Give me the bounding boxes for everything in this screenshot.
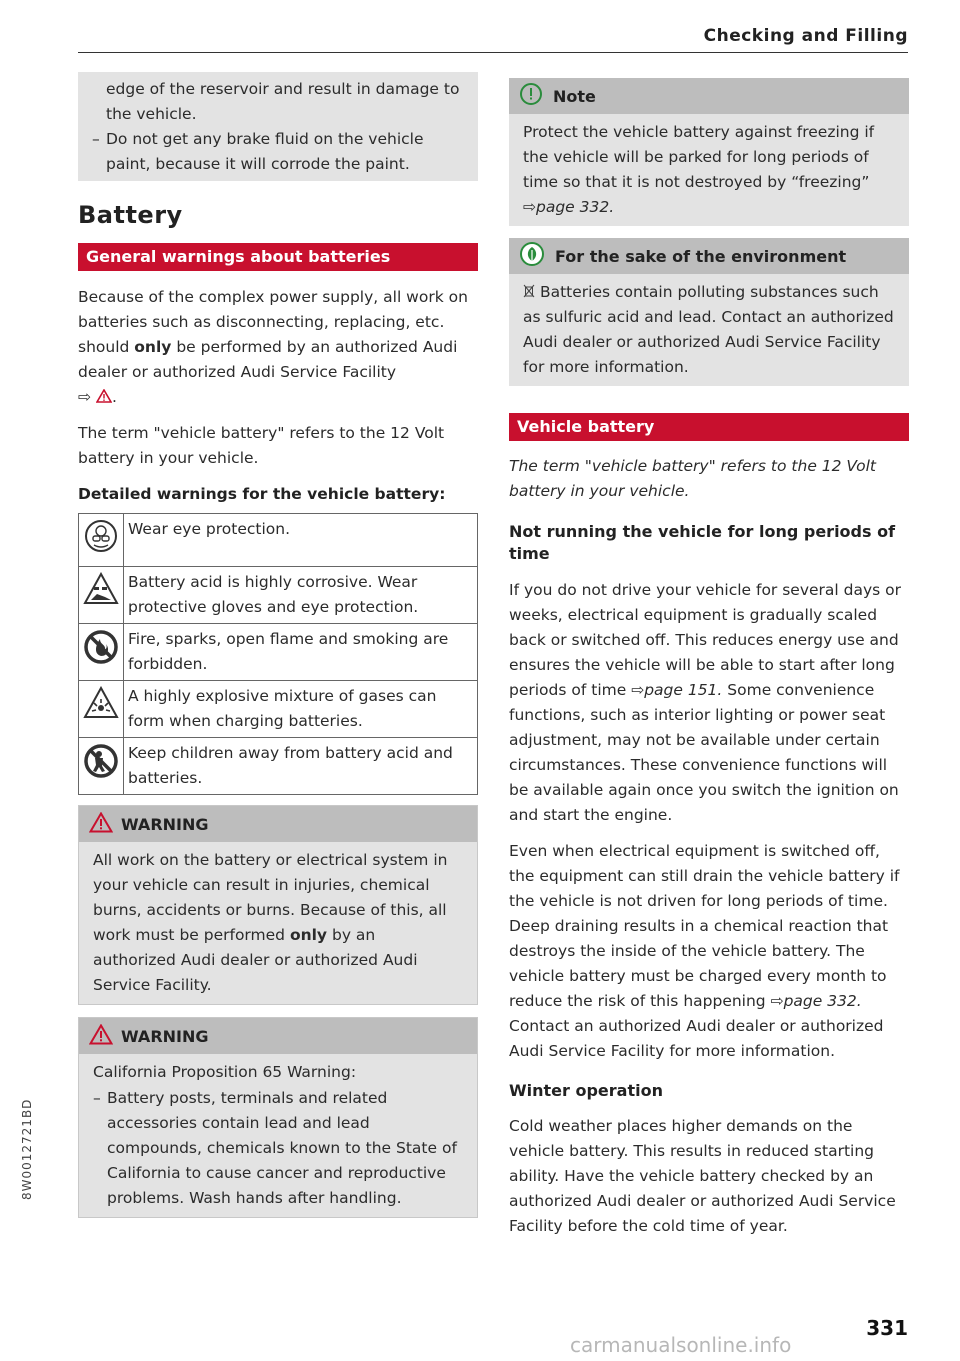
winter-heading: Winter operation [509,1081,663,1100]
vehicle-battery-bar: Vehicle battery [509,413,909,441]
table-cell: Keep children away from battery acid and batteries. [124,738,478,795]
paragraph: If you do not drive your vehicle for several days or weeks, electrical equipment is gradually scaled back or switched off. This reduces energy use and ensures the vehicle will be able to start after long periods of time ⇨page 151. Some convenience functions, such as interior lighting or power seat adjustment, may not be available under certain circumstances. These convenience functions will be available again once you switch the ignition on and start the engine. [509,581,902,824]
recycle-bin-icon [523,283,535,301]
warning-symbols-table [78,513,478,795]
warning-intro: California Proposition 65 Warning: [93,1063,357,1081]
detailed-warnings-heading: Detailed warnings for the vehicle battery: [78,485,446,503]
warning-header [79,1018,477,1054]
page-ref-link[interactable]: ⇨page 332. [523,198,615,216]
table-cell: Fire, sparks, open flame and smoking are forbidden. [124,624,478,681]
warning-box-2 [78,1017,478,1218]
warning-triangle-icon [96,388,112,406]
leaf-icon [519,241,545,271]
environment-text: Batteries contain polluting substances such as sulfuric acid and lead. Contact an authorized Audi dealer or authorized Audi Service Facility for more information. [523,283,894,376]
right-column [509,78,909,1239]
warning-triangle-icon [89,812,113,837]
warning-label: WARNING [121,814,209,834]
keep-children-away-icon [79,738,124,795]
paragraph: The term "vehicle battery" refers to the 12 Volt battery in your vehicle. [78,424,445,467]
page-header-title: Checking and Filling [703,26,908,46]
left-column [78,72,478,1218]
list-item: – Battery posts, terminals and related accessories contain lead and lead compounds, chemicals known to the State of California to cause cancer and reproductive problems. Wash hands after handling. [93,1089,457,1207]
environment-box [509,238,909,386]
page-ref-link[interactable]: ⇨page 151. [631,681,723,699]
general-warnings-bar: General warnings about batteries [78,243,478,271]
watermark: carmanualsonline.info [570,1333,792,1357]
environment-label: For the sake of the environment [555,246,847,266]
warning-box-1 [78,805,478,1005]
table-row [79,681,478,738]
page-number: 331 [866,1316,908,1340]
warning-header [79,806,477,842]
note-header [509,78,909,114]
eye-protection-icon [79,514,124,567]
warning-text: All work on the battery or electrical system in your vehicle can result in injuries, chemical burns, accidents or burns. Because of this, all work must be performed only by an authorized Audi dealer or authorized Audi Service Facility. [93,851,448,994]
warning-body [79,842,477,1004]
paragraph: Because of the complex power supply, all work on batteries such as disconnecting, replacing, etc. should only be performed by an authorized Audi dealer or authorized Audi Service Facility ⇨ . [78,288,468,406]
table-cell: A highly explosive mixture of gases can form when charging batteries. [124,681,478,738]
note-text: Protect the vehicle battery against freezing if the vehicle will be parked for long periods of time so that it is not destroyed by “freezing” ⇨page 332. [523,123,875,216]
list-item: – Do not get any brake fluid on the vehicle paint, because it will corrode the paint. [92,130,424,173]
corrosive-acid-icon [79,567,124,624]
warning-body [79,1054,477,1217]
warning-label: WARNING [121,1026,209,1046]
info-circle-icon [519,82,543,110]
table-row [79,514,478,567]
continued-text: edge of the reservoir and result in damage to the vehicle. [106,80,460,123]
page-ref-link[interactable]: ⇨page 332. [770,992,862,1010]
table-row [79,624,478,681]
table-row [79,567,478,624]
intro-text: The term "vehicle battery" refers to the 12 Volt battery in your vehicle. [509,457,876,500]
warning-triangle-icon [89,1024,113,1049]
ref-arrow-icon[interactable]: ⇨ [78,388,91,406]
explosive-gas-icon [79,681,124,738]
environment-body [509,274,909,386]
table-cell: Wear eye protection. [124,514,478,567]
note-body [509,114,909,226]
document-code: 8W0012721BD [20,1098,34,1200]
note-label: Note [553,86,596,106]
note-box [509,78,909,226]
environment-header [509,238,909,274]
paragraph: Even when electrical equipment is switched off, the equipment can still drain the vehicle battery if the vehicle is not driven for long periods of time. Deep draining results in a chemical reaction that destroys the inside of the vehicle battery. The vehicle battery must be charged every month to reduce the risk of this happening ⇨page 332. Contact an authorized Audi dealer or authorized Audi Service Facility for more information. [509,842,900,1060]
header-rule [78,52,908,53]
paragraph: Cold weather places higher demands on the vehicle battery. This results in reduced starting ability. Have the vehicle battery checked by an authorized Audi dealer or authorized Audi Service Facility before the cold time of year. [509,1117,896,1235]
section-title: Battery [78,201,183,229]
no-fire-icon [79,624,124,681]
table-row [79,738,478,795]
not-running-heading: Not running the vehicle for long periods of time [509,522,896,563]
table-cell: Battery acid is highly corrosive. Wear protective gloves and eye protection. [124,567,478,624]
continued-warning-box [78,72,478,181]
